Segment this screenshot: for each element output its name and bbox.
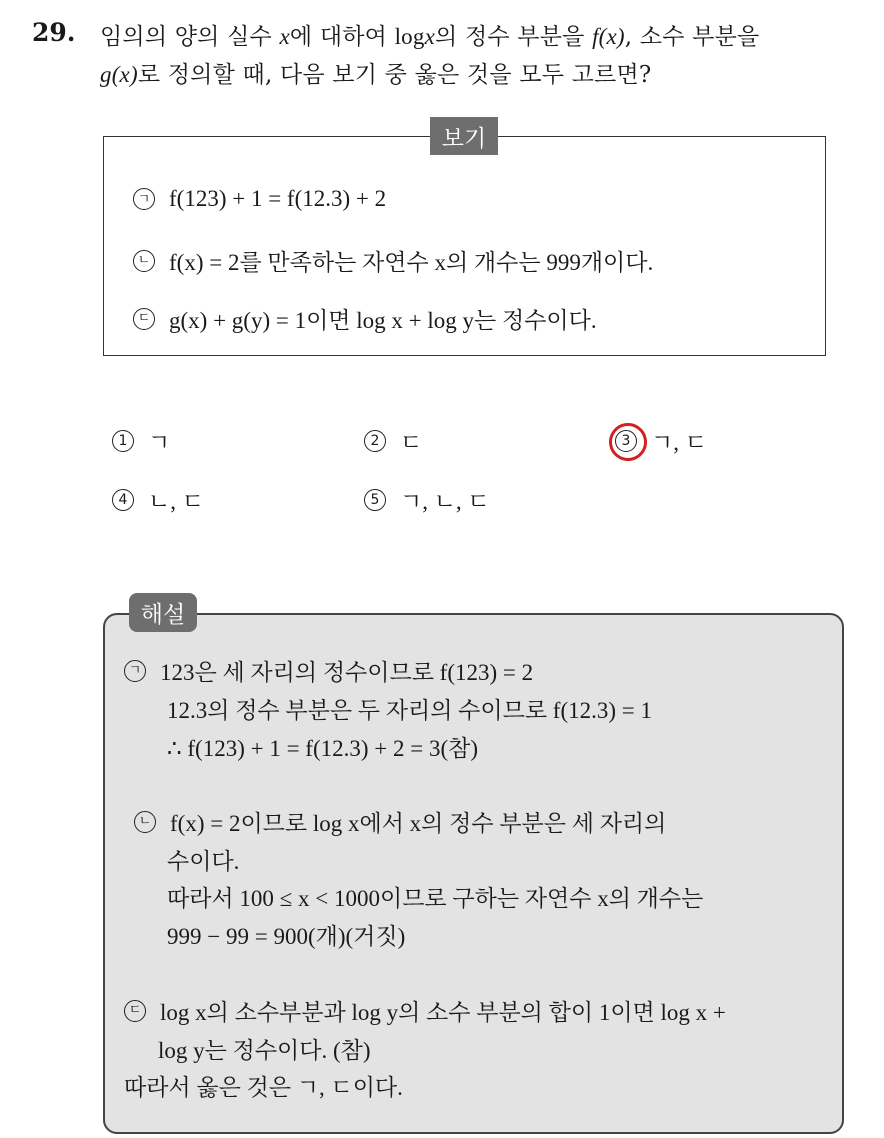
question-line-1: 임의의 양의 실수 x에 대하여 logx의 정수 부분을 f(x), 소수 부분을 [100, 24, 760, 50]
bogi-item-1: ㄱ f(123) + 1 = f(12.3) + 2 [133, 186, 386, 212]
solution-line-1: ㄱ 123은 세 자리의 정수이므로 f(123) = 2 [124, 654, 533, 687]
solution-line-10: 따라서 옳은 것은 ㄱ, ㄷ이다. [124, 1075, 403, 1100]
solution-line-7: 999 − 99 = 900(개)(거짓) [167, 924, 406, 949]
solution-line-9: log y는 정수이다. (참) [158, 1038, 371, 1063]
choice-4[interactable]: 4 ㄴ, ㄷ [112, 483, 204, 516]
mark-giyeok-icon: ㄱ [133, 188, 155, 210]
mark-nieun-icon: ㄴ [134, 811, 156, 833]
solution-line-8: ㄷ log x의 소수부분과 log y의 소수 부분의 합이 1이면 log x + [124, 994, 726, 1027]
mark-nieun-icon: ㄴ [133, 250, 155, 272]
choice-number: 1 [112, 430, 134, 452]
solution-line-6: 따라서 100 ≤ x < 1000이므로 구하는 자연수 x의 개수는 [167, 886, 704, 911]
mark-digeut-icon: ㄷ [124, 1000, 146, 1022]
question-number: 29. [32, 18, 76, 47]
solution-line-2: 12.3의 정수 부분은 두 자리의 수이므로 f(12.3) = 1 [167, 698, 653, 723]
solution-line-5: 수이다. [167, 849, 240, 874]
answer-circle-icon [607, 420, 650, 463]
bogi-item-3: ㄷ g(x) + g(y) = 1이면 log x + log y는 정수이다. [133, 302, 597, 335]
mark-giyeok-icon: ㄱ [124, 660, 146, 682]
choice-1[interactable]: 1 ㄱ [112, 424, 170, 457]
choice-number: 4 [112, 489, 134, 511]
bogi-tab: 보기 [430, 117, 498, 155]
choice-3[interactable]: 3 ㄱ, ㄷ [615, 424, 707, 457]
choice-number: 2 [364, 430, 386, 452]
bogi-item-2: ㄴ f(x) = 2를 만족하는 자연수 x의 개수는 999개이다. [133, 244, 653, 277]
solution-tab: 해설 [129, 593, 197, 632]
choice-number: 5 [364, 489, 386, 511]
solution-line-4: ㄴ f(x) = 2이므로 log x에서 x의 정수 부분은 세 자리의 [134, 805, 666, 838]
choice-2[interactable]: 2 ㄷ [364, 424, 422, 457]
choice-5[interactable]: 5 ㄱ, ㄴ, ㄷ [364, 483, 490, 516]
mark-digeut-icon: ㄷ [133, 308, 155, 330]
question-line-2: g(x)로 정의할 때, 다음 보기 중 옳은 것을 모두 고르면? [100, 62, 652, 88]
choice-number: 3 [615, 430, 637, 452]
solution-line-3: ∴ f(123) + 1 = f(12.3) + 2 = 3(참) [167, 736, 479, 761]
